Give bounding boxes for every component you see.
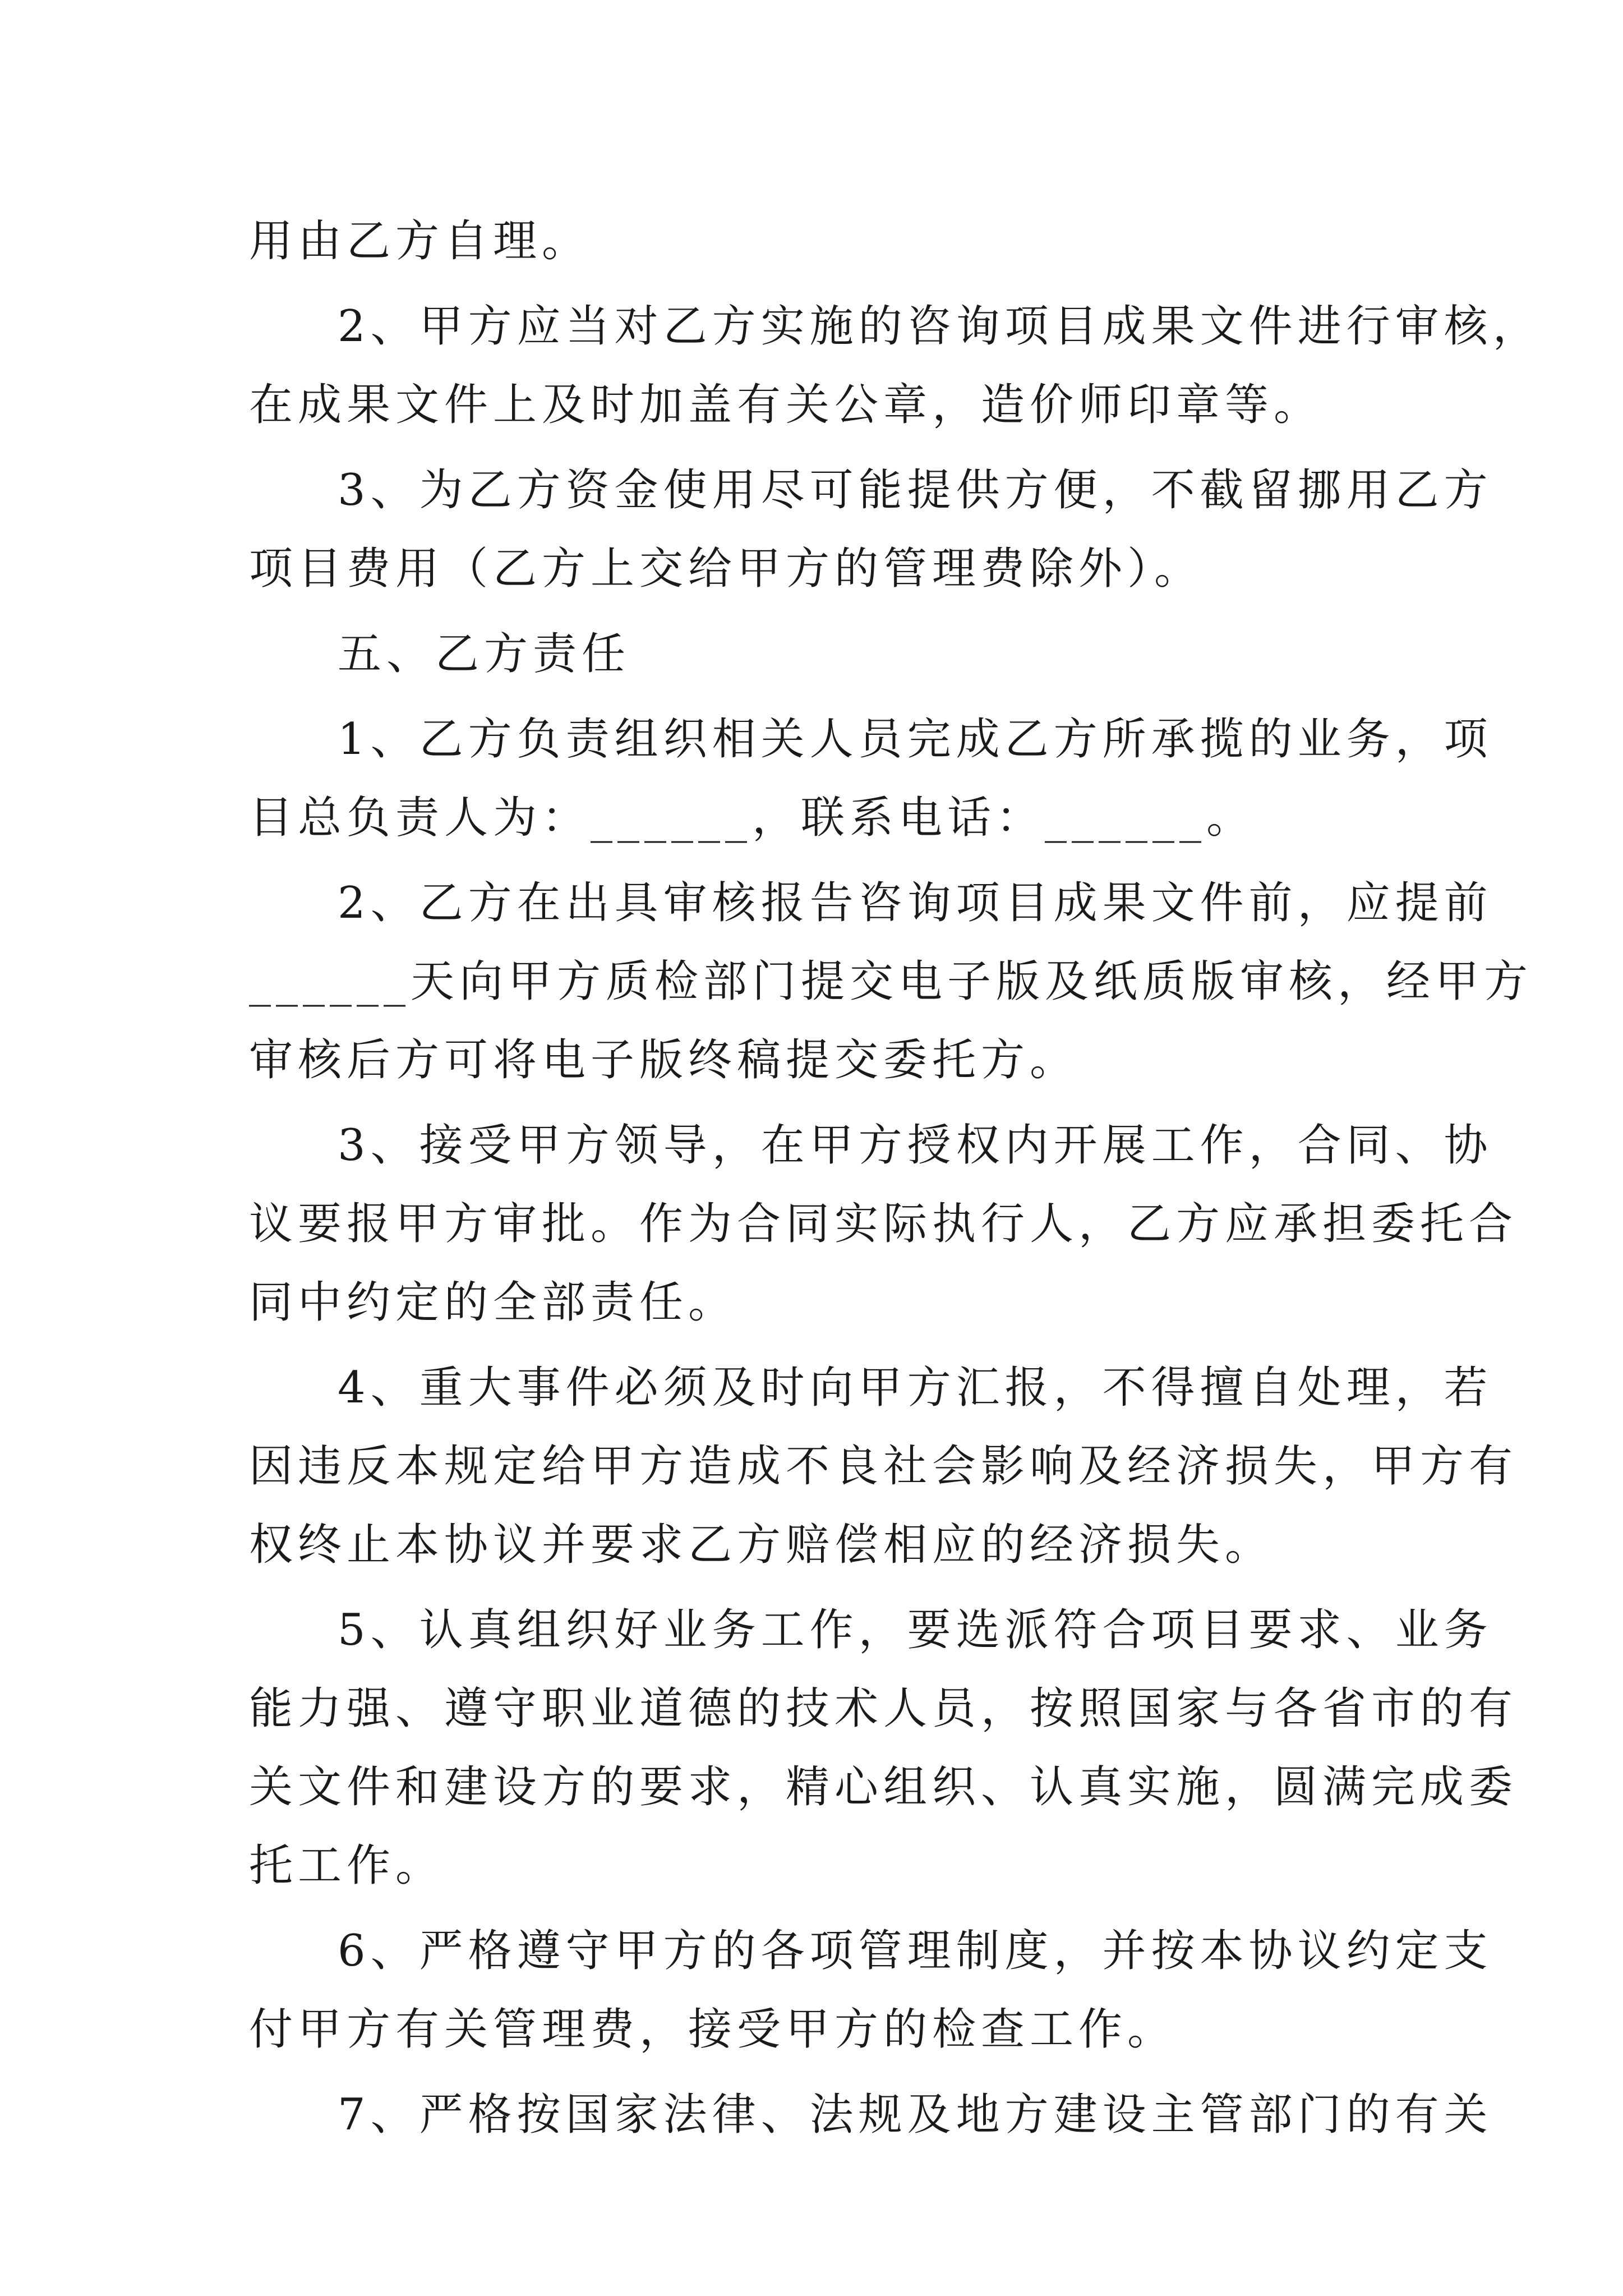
text-line: 4、重大事件必须及时向甲方汇报，不得擅自处理，若 (338, 1363, 1493, 1413)
text-line: 2、甲方应当对乙方实施的咨询项目成果文件进行审核， (338, 301, 1542, 352)
text-line: 3、为乙方资金使用尽可能提供方便，不截留挪用乙方 (338, 465, 1493, 516)
text-line: 5、认真组织好业务工作，要选派符合项目要求、业务 (338, 1605, 1493, 1655)
text-line: 2、乙方在出具审核报告咨询项目成果文件前，应提前 (338, 878, 1493, 928)
text-line: 因违反本规定给甲方造成不良社会影响及经济损失，甲方有 (249, 1441, 1518, 1492)
text-line: 7、严格按国家法律、法规及地方建设主管部门的有关 (338, 2090, 1493, 2140)
text-line: 托工作。 (249, 1841, 445, 1891)
text-line: 权终止本协议并要求乙方赔偿相应的经济损失。 (249, 1520, 1274, 1570)
text-line: 付甲方有关管理费，接受甲方的检查工作。 (249, 2004, 1177, 2055)
text-line: 3、接受甲方领导，在甲方授权内开展工作，合同、协 (338, 1120, 1493, 1171)
text-line: 6、严格遵守甲方的各项管理制度，并按本协议约定支 (338, 1926, 1493, 1976)
text-line: 议要报甲方审批。作为合同实际执行人，乙方应承担委托合 (249, 1199, 1518, 1249)
text-line: 项目费用（乙方上交给甲方的管理费除外）。 (249, 544, 1204, 594)
text-line: 目总负责人为：______，联系电话：______。 (249, 793, 1256, 843)
text-line: 用由乙方自理。 (249, 216, 591, 266)
section-heading: 五、乙方责任 (338, 629, 631, 679)
text-line: 能力强、遵守职业道德的技术人员，按照国家与各省市的有 (249, 1683, 1518, 1734)
text-line: 同中约定的全部责任。 (249, 1277, 737, 1328)
document-body (249, 202, 1542, 2154)
text-line: 关文件和建设方的要求，精心组织、认真实施，圆满完成委 (249, 1762, 1518, 1812)
text-line: 1、乙方负责组织相关人员完成乙方所承揽的业务，项 (338, 714, 1493, 765)
text-line: 审核后方可将电子版终稿提交委托方。 (249, 1035, 1079, 1085)
text-line: 在成果文件上及时加盖有关公章，造价师印章等。 (249, 380, 1323, 430)
text-line: ______天向甲方质检部门提交电子版及纸质版审核，经甲方 (249, 956, 1533, 1007)
